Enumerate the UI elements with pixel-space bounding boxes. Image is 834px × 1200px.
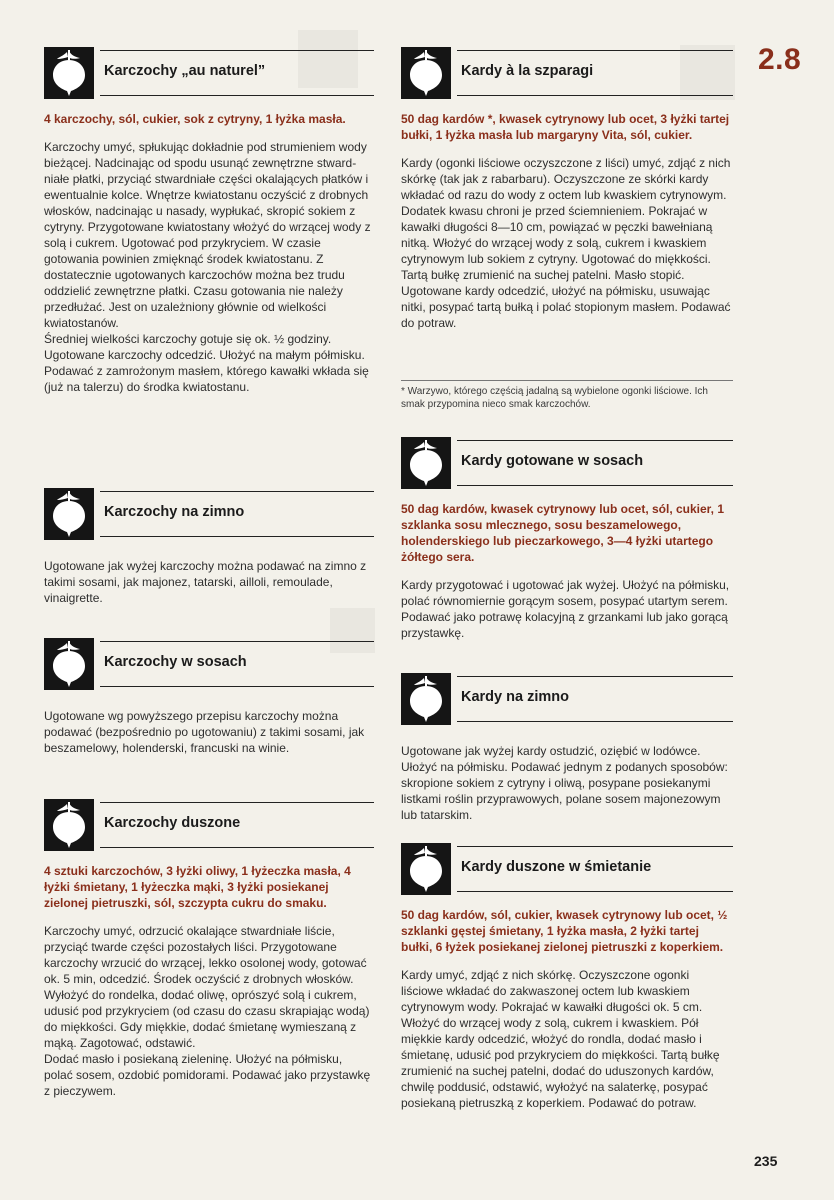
recipe-paragraph: Dodać masło i posiekaną zieleninę. Ułożyć na półmisku, polać sosem, ozdobić pomidorami. Podawać jako przystawkę z pieczywem. <box>44 1052 371 1098</box>
recipe-paragraph: Karczochy umyć, spłukując dokładnie pod strumieniem wody bieżącej. Nadcinając od spodu usunąć zewnętrzne stwardniałe płatki, przyciąć stwardniałe części okalających płatków i ewentualnie kolce. Wnętrze kwiatostanu oczyścić z drobnych włosków, nadcinając u nasady, wypłukać, skropić sokiem z cytryny. Przygotowane kwiatostany włożyć do wrzącej wody z solą i cukrem. Ugotować pod przykryciem. W czasie gotowania powinien zmięknąć środek kwiatostanu. Z dostatecznie ugotowanych karczochów można bez trudu oddzielić zewnętrzne płatki. Czasu gotowania nie należy przedłużać. Jest on uzależniony głównie od wielkości kwiatostanów. <box>44 140 371 330</box>
vegetable-root-icon <box>44 488 94 540</box>
recipe-body <box>401 743 733 823</box>
recipe-title: Karczochy duszone <box>104 815 241 831</box>
recipe-kardy-duszone-w-smietanie <box>401 843 733 1111</box>
chapter-label: 2.8 <box>758 43 802 76</box>
recipe-body <box>401 155 733 331</box>
recipe-karczochy-au-naturel <box>44 47 374 395</box>
recipe-title: Kardy duszone w śmietanie <box>461 859 652 875</box>
page-number: 235 <box>754 1153 778 1169</box>
recipe-paragraph: Ugotowane wg powyższego przepisu karczochy można podawać (bezpośrednio po ugotowaniu) z takimi sosami, jak beszamelowy, holenderski, francuski na winie. <box>44 709 365 755</box>
recipe-title: Karczochy „au naturel” <box>104 63 266 79</box>
recipe-header <box>44 47 374 99</box>
footnote: * Warzywo, którego częścią jadalną są wybielone ogonki liściowe. Ich smak przypomina nieco smak karczochów. <box>401 380 733 411</box>
recipe-title: Karczochy w sosach <box>104 654 247 670</box>
recipe-body <box>44 558 374 606</box>
recipe-paragraph: Średniej wielkości karczochy gotuje się ok. ½ godziny. Ugotowane karczochy odcedzić. Ułożyć na małym półmisku. Podawać z zamrożonym masłem, którego kawałki wkłada się (już na talerzu) do środka kwiatostanu. <box>44 332 369 394</box>
recipe-karczochy-w-sosach <box>44 638 374 756</box>
recipe-ingredients: 50 dag kardów *, kwasek cytrynowy lub ocet, 3 łyżki tartej bułki, 1 łyżka masła lub margaryny Vita, sól, cukier. <box>401 112 730 142</box>
vegetable-root-icon <box>44 638 94 690</box>
recipe-header <box>401 843 733 895</box>
recipe-title: Kardy na zimno <box>461 689 569 705</box>
vegetable-root-icon <box>401 47 451 99</box>
recipe-ingredients: 4 karczochy, sól, cukier, sok z cytryny, 1 łyżka masła. <box>44 112 346 126</box>
recipe-body <box>401 577 733 641</box>
recipe-header <box>44 488 374 540</box>
recipe-body <box>44 923 374 1099</box>
recipe-paragraph: Ugotowane jak wyżej kardy ostudzić, oziębić w lodówce. Ułożyć na półmisku. Podawać jednym z podanych sposobów: skropione sokiem z cytryny i oliwą, posypane posiekanymi listkami roślin przyprawowych, polane sosem majonezowym lub tatarskim. <box>401 744 728 822</box>
vegetable-root-icon <box>401 673 451 725</box>
vegetable-root-icon <box>44 47 94 99</box>
recipe-header <box>44 799 374 851</box>
recipe-paragraph: Kardy (ogonki liściowe oczyszczone z liści) umyć, zdjąć z nich skórkę (tak jak z rabarbaru). Oczyszczone ze skórki kardy wkładać od razu do wody z octem lub kwaskiem cytrynowym. Dodatek kwasu chroni je przed ściemnieniem. Pokrajać w kawałki długości 8—10 cm, powiązać w pęczki bawełnianą nitką. Włożyć do wrzącej wody z solą, cukrem i kwaskiem cytrynowym lub sokiem z cytryny. Ugotować do miękkości. Tartą bułkę zrumienić na suchej patelni. Masło stopić. Ugotowane kardy odcedzić, ułożyć na półmisku, usuwając nitki, posypać tartą bułką i polać stopionym masłem. Podawać do potraw. <box>401 156 731 330</box>
recipe-header <box>44 638 374 690</box>
recipe-ingredients: 50 dag kardów, kwasek cytrynowy lub ocet, sól, cukier, 1 szklanka sosu mlecznego, sosu beszamelowego, holenderskiego lub pieczarkowego, 3—4 łyżki utartego żółtego sera. <box>401 502 725 564</box>
recipe-karczochy-duszone <box>44 799 374 1099</box>
vegetable-root-icon <box>401 437 451 489</box>
recipe-header <box>401 47 733 99</box>
recipe-kardy-gotowane-w-sosach <box>401 437 733 641</box>
recipe-paragraph: Ugotowane jak wyżej karczochy można podawać na zimno z takimi sosami, jak majonez, tatarski, ailloli, remoulade, vinaigrette. <box>44 559 367 605</box>
left-column <box>44 0 374 1200</box>
recipe-ingredients: 50 dag kardów, sól, cukier, kwasek cytrynowy lub ocet, ½ szklanki gęstej śmietany, 1 łyżka masła, 2 łyżki tartej bułki, 6 łyżek posiekanej zielonej pietruszki z koperkiem. <box>401 908 728 954</box>
recipe-ingredients: 4 sztuki karczochów, 3 łyżki oliwy, 1 łyżeczka masła, 4 łyżki śmietany, 1 łyżeczka mąki, 3 łyżki posiekanej zielonej pietruszki, sól, szczypta cukru do smaku. <box>44 864 351 910</box>
recipe-title: Kardy à la szparagi <box>461 63 594 79</box>
recipe-title: Kardy gotowane w sosach <box>461 453 644 469</box>
recipe-kardy-a-la-szparagi <box>401 47 733 331</box>
recipe-paragraph: Kardy umyć, zdjąć z nich skórkę. Oczyszczone ogonki liściowe wkładać do zakwaszonej octem lub kwaskiem cytrynowym wody. Pokrajać w kawałki długości ok. 5 cm. Włożyć do wrzącej wody z solą, cukrem i kwaskiem. Pół miękkie kardy odcedzić, włożyć do rondla, dodać masło i śmietanę, udusić pod przykryciem do miękkości. Tartą bułkę zrumienić na suchej patelni, dodać do uduszonych kardów, chwilę poddusić, odstawić, wyłożyć na salaterkę, posypać posiekaną pietruszką z koperkiem. Podawać do potraw. <box>401 968 720 1110</box>
recipe-karczochy-na-zimno <box>44 488 374 606</box>
recipe-kardy-na-zimno <box>401 673 733 823</box>
recipe-paragraph: Kardy przygotować i ugotować jak wyżej. Ułożyć na półmisku, polać równomiernie gorącym sosem, posypać utartym serem. Podawać jako potrawę kolacyjną z grzankami lub jako gorącą przystawkę. <box>401 578 730 640</box>
recipe-header <box>401 673 733 725</box>
vegetable-root-icon <box>44 799 94 851</box>
vegetable-root-icon <box>401 843 451 895</box>
recipe-title: Karczochy na zimno <box>104 504 245 520</box>
recipe-body <box>401 967 733 1111</box>
right-column <box>401 0 733 1200</box>
recipe-body <box>44 708 374 756</box>
recipe-header <box>401 437 733 489</box>
recipe-paragraph: Karczochy umyć, odrzucić okalające stwardniałe liście, przyciąć twarde części pozostałych liści. Przygotowane karczochy wrzucić do wrzącej, lekko osolonej wody, gotować ok. 5 min, odcedzić. Środek oczyścić z drobnych włosków. Wyłożyć do rondelka, dodać oliwę, oprószyć solą i cukrem, udusić pod przykryciem (od czasu do czasu skrapiając wodą) do miękkości. Gdy miękkie, dodać śmietanę wymieszaną z mąką. Zagotować, odstawić. <box>44 924 370 1050</box>
recipe-body <box>44 139 374 395</box>
